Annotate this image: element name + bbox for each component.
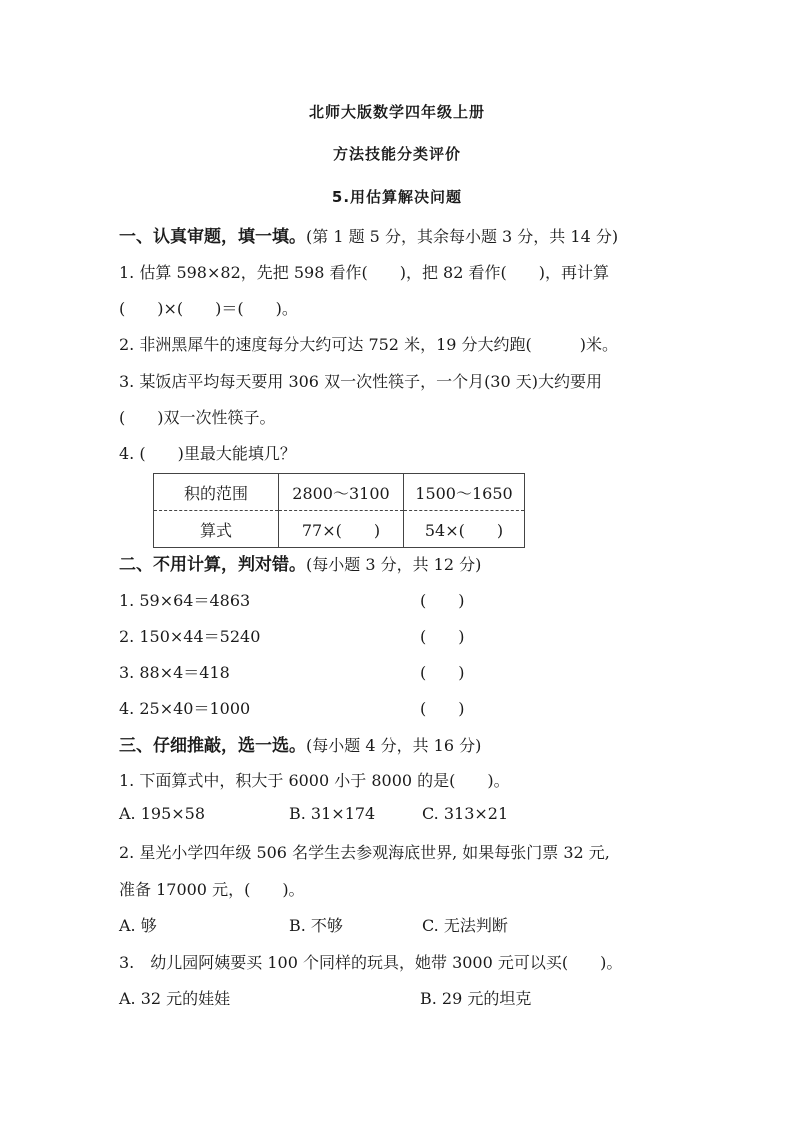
lesson-title: 5.用估算解决问题 [331,188,463,206]
table-cell: 77×( ) [279,511,404,548]
q4-text: 4. ( )里最大能填几？ [119,444,296,463]
section3-header [119,731,481,756]
table-row [154,511,525,548]
q1-line1: 1. 估算 598×82，先把 598 看作( )，把 82 看作( )，再计算 [119,263,609,282]
section2-header [119,550,481,575]
table-cell: 积的范围 [154,474,279,511]
worksheet-subtitle: 方法技能分类评价 [332,145,461,163]
section2-heading: 二、不用计算，判对错。 [119,555,306,575]
choice-q1-option-b: B. 31×174 [289,804,376,823]
choice-q2-line2: 准备 17000 元，( )。 [119,880,305,899]
choice-q2-line1: 2. 星光小学四年级 506 名学生去参观海底世界, 如果每张门票 32 元, [119,843,610,862]
choice-q1-option-a: A. 195×58 [119,804,206,823]
table-cell: 1500～1650 [404,474,525,511]
section1-note: (第 1 题 5 分，其余每小题 3 分，共 14 分) [306,227,619,246]
section1-heading: 一、认真审题，填一填。 [119,227,306,247]
q3-line1: 3. 某饭店平均每天要用 306 双一次性筷子，一个月(30 天)大约要用 [119,372,602,391]
judge-item-4: 4. 25×40＝1000 [119,699,251,718]
judge-blank-1: ( ) [420,591,465,610]
judge-item-3: 3. 88×4＝418 [119,663,230,682]
choice-q2-option-b: B. 不够 [289,916,343,935]
q2-text: 2. 非洲黑犀牛的速度每分大约可达 752 米，19 分大约跑( )米。 [119,335,618,354]
judge-blank-2: ( ) [420,627,465,646]
choice-q3-option-b: B. 29 元的坦克 [420,989,532,1008]
table-cell: 2800～3100 [279,474,404,511]
table-row [154,474,525,511]
section3-heading: 三、仔细推敲，选一选。 [119,736,306,756]
judge-blank-3: ( ) [420,663,465,682]
product-range-table [153,473,525,548]
choice-q3-option-a: A. 32 元的娃娃 [119,989,231,1008]
judge-blank-4: ( ) [420,699,465,718]
choice-q2-option-c: C. 无法判断 [422,916,508,935]
section1-header [119,222,618,247]
q3-line2: ( )双一次性筷子。 [119,408,276,427]
section3-note: (每小题 4 分，共 16 分) [306,736,482,755]
q1-line2: ( )×( )＝( )。 [119,299,298,318]
judge-item-2: 2. 150×44＝5240 [119,627,261,646]
section2-note: (每小题 3 分，共 12 分) [306,555,482,574]
choice-q3: 3. 幼儿园阿姨要买 100 个同样的玩具，她带 3000 元可以买( )。 [119,953,623,972]
table-cell: 算式 [154,511,279,548]
choice-q1: 1. 下面算式中，积大于 6000 小于 8000 的是( )。 [119,771,510,790]
judge-item-1: 1. 59×64＝4863 [119,591,251,610]
table-cell: 54×( ) [404,511,525,548]
book-title: 北师大版数学四年级上册 [308,103,485,121]
choice-q1-option-c: C. 313×21 [422,804,509,823]
choice-q2-option-a: A. 够 [119,916,157,935]
